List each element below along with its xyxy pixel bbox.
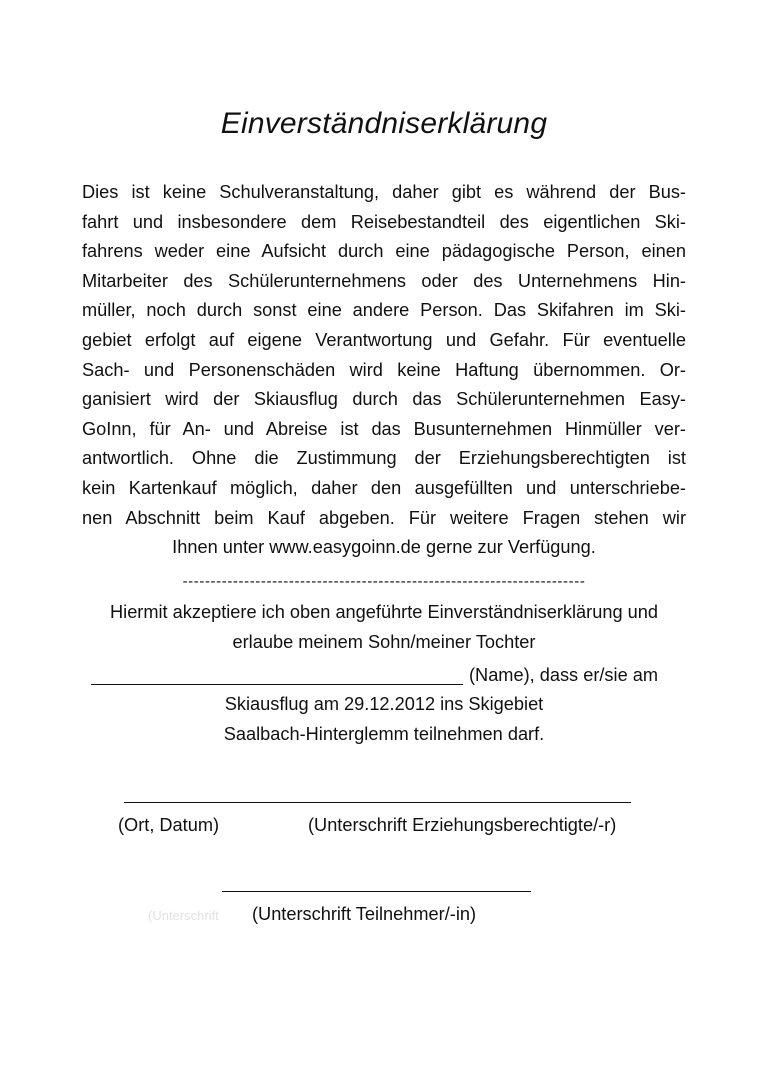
separator-line: ------------------------------------------------------------------------ bbox=[182, 573, 586, 590]
body-line: ganisiert wird der Skiausflug durch das Schülerunternehmen Easy- bbox=[82, 389, 686, 410]
document-title: Einverständniserklärung bbox=[220, 107, 548, 140]
body-line: GoInn, für An- und Abreise ist das Busunternehmen Hinmüller ver- bbox=[82, 418, 686, 439]
body-line: fahrens weder eine Aufsicht durch eine pädagogische Person, einen bbox=[82, 241, 686, 262]
body-line: nen Abschnitt beim Kauf abgeben. Für weitere Fragen stehen wir bbox=[82, 507, 686, 528]
body-line: Mitarbeiter des Schülerunternehmens oder des Unternehmens Hin- bbox=[82, 270, 686, 291]
consent-line-5: Saalbach-Hinterglemm teilnehmen darf. bbox=[223, 723, 545, 744]
consent-line-2: erlaube meinem Sohn/meiner Tochter bbox=[232, 631, 536, 652]
body-line: Dies ist keine Schulveranstaltung, daher gibt es während der Bus- bbox=[82, 182, 686, 202]
participant-signature-line[interactable] bbox=[222, 891, 531, 892]
name-row bbox=[82, 660, 686, 690]
place-date-label: (Ort, Datum) bbox=[118, 815, 220, 835]
guardian-signature-label: (Unterschrift Erziehungsberechtigte/-r) bbox=[308, 815, 617, 835]
guardian-signature-line[interactable] bbox=[124, 802, 631, 803]
participant-signature-label: (Unterschrift Teilnehmer/-in) bbox=[252, 904, 477, 924]
body-line: fahrt und insbesondere dem Reisebestandteil des eigentlichen Ski- bbox=[82, 211, 686, 232]
consent-line-1: Hiermit akzeptiere ich oben angeführte Einverständniserklärung und bbox=[110, 602, 658, 622]
body-line-last: Ihnen unter www.easygoinn.de gerne zur Verfügung. bbox=[172, 537, 596, 558]
body-line: gebiet erfolgt auf eigene Verantwortung und Gefahr. Für eventuelle bbox=[82, 329, 686, 350]
consent-section bbox=[82, 598, 686, 749]
consent-line-4: Skiausflug am 29.12.2012 ins Skigebiet bbox=[224, 694, 544, 715]
faded-signature-text: (Unterschrift bbox=[148, 908, 219, 923]
name-suffix-text: (Name), dass er/sie am bbox=[469, 664, 658, 685]
body-paragraph bbox=[82, 178, 686, 563]
body-line: Sach- und Personenschäden wird keine Haftung übernommen. Or- bbox=[82, 359, 686, 380]
name-blank-line[interactable] bbox=[91, 684, 463, 685]
body-line: kein Kartenkauf möglich, daher den ausgefüllten und unterschriebe- bbox=[82, 477, 686, 498]
body-line: antwortlich. Ohne die Zustimmung der Erziehungsberechtigten ist bbox=[82, 448, 686, 469]
body-line: müller, noch durch sonst eine andere Person. Das Skifahren im Ski- bbox=[82, 300, 686, 321]
